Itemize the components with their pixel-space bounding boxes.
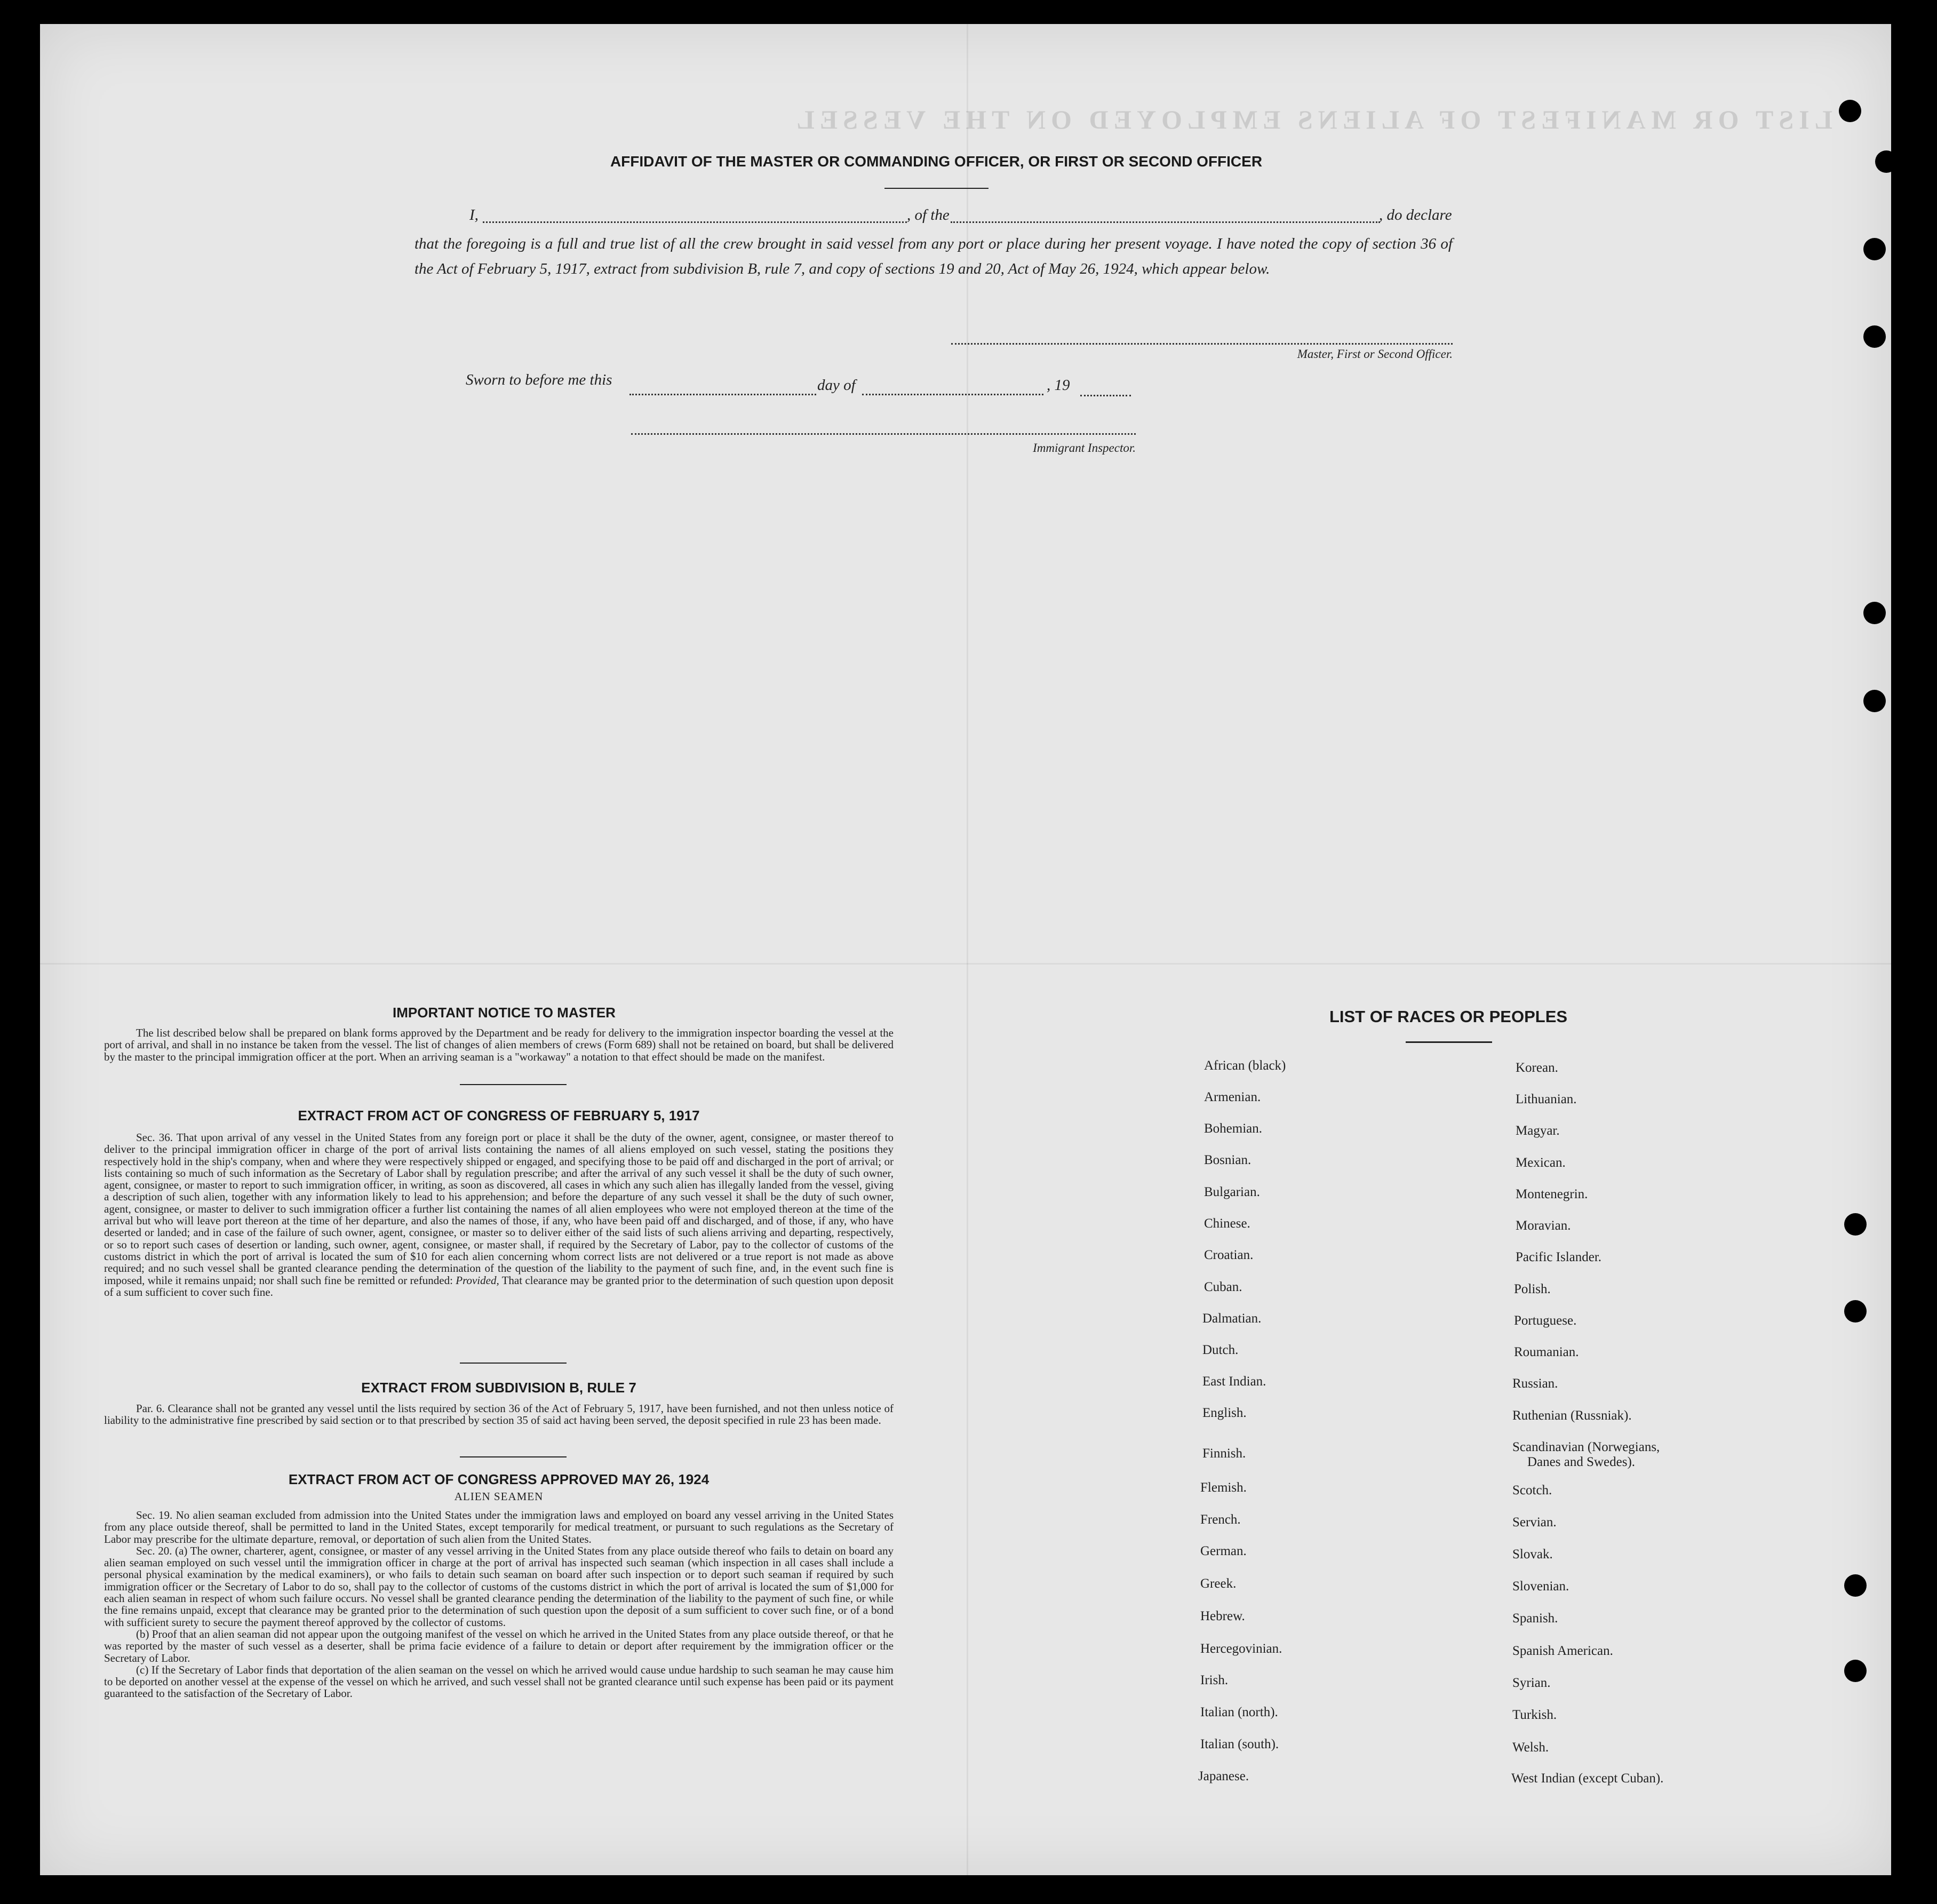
fold-crease-vertical [967,24,968,1875]
race-item: Italian (south). [1200,1737,1279,1751]
race-item: Danes and Swedes). [1527,1455,1636,1469]
race-item: West Indian (except Cuban). [1511,1771,1664,1786]
master-signature-line[interactable] [951,343,1453,345]
section-36-body: That upon arrival of any vessel in the United States from any foreign port or place it shall be the duty of the owner, agent, consignee, or master thereof to deliver to the principal immigration officer in charge of the port of arrival lists containing the names of all aliens employed on such vessel, stating the positions they respectively hold in the ship's company, when and where they were respectively shipped or engaged, and specifying those to be paid off and discharged in the port of arrival; or lists containing so much of such information as the Secretary of Labor shall by regulation prescribe; and after the arrival of any such vessel it shall be the duty of such owner, agent, consignee, or master to report to such immigration officer, in writing, as soon as discovered, all cases in which any such alien has illegally landed from the vessel, giving a description of such alien, together with any information likely to lead to his apprehension; and before the departure of any such vessel it shall be the duty of such owner, agent, consignee, or master to deliver to such immigration officer a further list containing the names of all alien employees who were not employed thereon at the time of the arrival but who will leave port thereon at the time of her departure, and also the names of those, if any, who have been paid off and discharged, and of those, if any, who have deserted or landed; and in case of the failure of such owner, agent, consignee, or master so to deliver either of the said lists of such aliens arriving and departing, respectively, or so to report such cases of desertion or landing, such owner, agent, consignee, or master shall, if required by the Secretary of Labor, pay to the collector of customs of the customs district in which the port of arrival is located the sum of $10 for each alien concerning whom correct lists are not delivered or a true report is not made as above required; and no such vessel shall be granted clearance pending the determination of the question of the liability to the payment of such fine, and, in the event such fine is imposed, while it remains unpaid; nor shall such fine be remitted or refunded: [104,1131,894,1287]
fold-crease-horizontal [40,963,1891,965]
race-item: Portuguese. [1514,1313,1577,1328]
race-item: Pacific Islander. [1516,1250,1602,1264]
race-item: Hercegovinian. [1200,1642,1282,1656]
race-item: German. [1200,1544,1247,1558]
race-item: Lithuanian. [1516,1092,1577,1106]
section-20a-text: Sec. 20. (a) The owner, charterer, agent, consignee, or master of any vessel arriving in the United States from any place outside thereof who fails to detain on board any alien seaman employed on such vessel until the immigration officer in charge at the port of arrival has inspected such seaman (which inspection in all cases shall include a personal physical examination by the medical examiners), or who fails to detain such seaman on board after such inspection or to deport such seaman if required by such immigration officer or the Secretary of Labor to do so, shall pay to the collector of customs of the customs district in which the port of arrival is located the sum of $1,000 for each alien seaman in respect of whom such failure occurs. No vessel shall be granted clearance pending the determination of the liability to the payment of such fine, or while the fine remains unpaid, except that clearance may be granted prior to the determination of such question upon the deposit of a sum sufficient to cover such fine, or of a bond with sufficient surety to secure the payment thereof approved by the collector of customs. [104,1544,894,1629]
rule7-text: Par. 6. Clearance shall not be granted any vessel until the lists required by section 36 of the Act of February 5, 1917, have been furnished, and not then unless notice of liability to the administrative fine prescribed by said section or to that prescribed by section 35 of said act having been served, the deposit specified in rule 23 has been made. [104,1402,894,1427]
year-blank[interactable] [1080,395,1131,396]
race-item: Scandinavian (Norwegians, [1512,1440,1660,1454]
race-item: Finnish. [1202,1446,1246,1461]
race-item: Syrian. [1512,1676,1551,1690]
extract-1924-title: EXTRACT FROM ACT OF CONGRESS APPROVED MAY 26, 1924 [288,1471,710,1487]
race-item: Flemish. [1200,1480,1247,1495]
race-item: Irish. [1200,1673,1229,1687]
section-36-label: Sec. 36. [136,1131,173,1144]
punch-hole [1863,325,1886,348]
punch-hole [1863,238,1886,260]
race-item: Bulgarian. [1204,1185,1260,1199]
race-item: Bosnian. [1204,1153,1252,1167]
section-36-text [104,1132,894,1298]
race-item: Spanish. [1512,1611,1558,1626]
master-signature-label: Master, First or Second Officer. [1297,347,1453,361]
affidavit-i: I, [469,206,479,224]
inspector-signature-line[interactable] [631,433,1136,435]
inspector-signature-label: Immigrant Inspector. [1033,441,1136,455]
race-item: Moravian. [1516,1218,1571,1233]
bleed-through-text: LIST OR MANIFEST OF ALIENS EMPLOYED ON THE VESSEL [791,105,1832,134]
rule7-rule [460,1456,567,1457]
section-36-end: That clearance may be granted prior to the determination of such question upon deposit of a sum sufficient to cover such fine. [104,1273,894,1298]
punch-hole [1844,1660,1867,1682]
race-item: Japanese. [1198,1769,1249,1783]
year-label: , 19 [1047,377,1070,394]
race-item: African (black) [1204,1058,1286,1073]
punch-hole [1844,1574,1867,1597]
race-item: Roumanian. [1514,1345,1579,1359]
race-item: English. [1202,1406,1247,1420]
race-item: Servian. [1512,1515,1557,1529]
race-item: Bohemian. [1204,1121,1263,1136]
race-item: Magyar. [1516,1124,1560,1138]
rule7-title: EXTRACT FROM SUBDIVISION B, RULE 7 [361,1380,636,1396]
race-item: Cuban. [1204,1280,1242,1294]
extract-1917-rule [460,1363,567,1364]
race-item: Mexican. [1516,1156,1566,1170]
race-item: Slovenian. [1512,1579,1569,1594]
affidavit-title: AFFIDAVIT OF THE MASTER OR COMMANDING OFFICER, OR FIRST OR SECOND OFFICER [610,153,1263,170]
race-item: French. [1200,1512,1241,1527]
rule7-section [104,1403,894,1427]
extract-1924-section [104,1509,894,1700]
punch-hole [1844,1300,1867,1323]
race-item: Croatian. [1204,1248,1254,1262]
punch-hole [1839,100,1861,122]
race-item: Hebrew. [1200,1609,1245,1623]
notice-section [104,1027,894,1063]
section-20b-text: (b) Proof that an alien seaman did not appear upon the outgoing manifest of the vessel on which he arrived in the United States from any place outside thereof, or that he was reported by the master of such vessel as a deserter, shall be prima facie evidence of a failure to detain or deport after requirement by the immigration officer or the Secretary of Labor. [104,1627,894,1664]
alien-seamen-subtitle: ALIEN SEAMEN [454,1490,544,1503]
punch-hole [1875,150,1898,173]
races-rule [1406,1041,1492,1043]
race-item: Armenian. [1204,1090,1261,1104]
sworn-label: Sworn to before me this [466,371,612,388]
day-blank[interactable] [629,394,816,395]
affidavit-of-the: , of the [907,206,950,224]
race-item: Spanish American. [1512,1644,1613,1658]
race-item: Polish. [1514,1282,1551,1296]
title-rule [884,188,989,189]
race-item: Ruthenian (Russniak). [1512,1408,1632,1423]
punch-hole [1863,602,1886,624]
name-blank[interactable] [483,221,907,223]
section-19-text: Sec. 19. No alien seaman excluded from admission into the United States under the immigration laws and employed on board any vessel arriving in the United States from any place outside thereof, shall be permitted to land in the United States, except temporarily for medical treatment, or pursuant to such regulations as the Secretary of Labor may prescribe for the ultimate departure, removal, or deportation of such alien from the United States. [104,1509,894,1545]
race-item: Welsh. [1512,1740,1549,1755]
vessel-blank[interactable] [951,221,1380,223]
race-item: Slovak. [1512,1547,1553,1562]
extract-1917-section [104,1132,894,1298]
race-item: East Indian. [1202,1374,1266,1389]
race-item: Dutch. [1202,1343,1239,1357]
punch-hole [1844,1213,1867,1236]
provided-word: Provided, [456,1273,499,1287]
notice-text: The list described below shall be prepared on blank forms approved by the Department and be ready for delivery to the immigration inspector boarding the vessel at the port of arrival, and shall in no instance be taken from the vessel. The list of changes of alien members of crews (Form 689) shall not be retained on board, but shall be delivered by the master to the principal immigration officer at the port. When an arriving seaman is a "workaway" a notation to that effect should be made on the manifest. [104,1026,894,1063]
race-item: Greek. [1200,1576,1237,1591]
section-20c-text: (c) If the Secretary of Labor finds that deportation of the alien seaman on the vessel on which he arrived would cause undue hardship to such seaman he may cause him to be deported on another vessel at the expense of the vessel on which he arrived, and such vessel shall not be granted clearance until such expense has been paid or its payment guaranteed to the satisfaction of the Secretary of Labor. [104,1663,894,1700]
race-item: Turkish. [1512,1708,1557,1722]
affidavit-body: that the foregoing is a full and true list of all the crew brought in said vessel from any port or place during her present voyage. I have noted the copy of section 36 of the Act of February 5, 1917, extract from subdivision B, rule 7, and copy of sections 19 and 20, Act of May 26, 1924, which appear below. [414,235,1453,277]
race-item: Italian (north). [1200,1705,1278,1719]
race-item: Chinese. [1204,1216,1250,1231]
extract-1917-title: EXTRACT FROM ACT OF CONGRESS OF FEBRUARY 5, 1917 [298,1108,700,1124]
race-item: Montenegrin. [1516,1187,1588,1201]
race-item: Dalmatian. [1202,1311,1262,1326]
race-item: Russian. [1512,1376,1558,1391]
races-title: LIST OF RACES OR PEOPLES [1329,1007,1568,1026]
notice-rule [460,1084,567,1085]
punch-hole [1863,690,1886,712]
race-item: Scotch. [1512,1483,1552,1497]
race-item: Korean. [1516,1061,1558,1075]
day-of-label: day of [817,377,856,394]
notice-title: IMPORTANT NOTICE TO MASTER [393,1005,616,1021]
affidavit-declare: , do declare [1379,206,1452,224]
month-blank[interactable] [862,394,1043,395]
